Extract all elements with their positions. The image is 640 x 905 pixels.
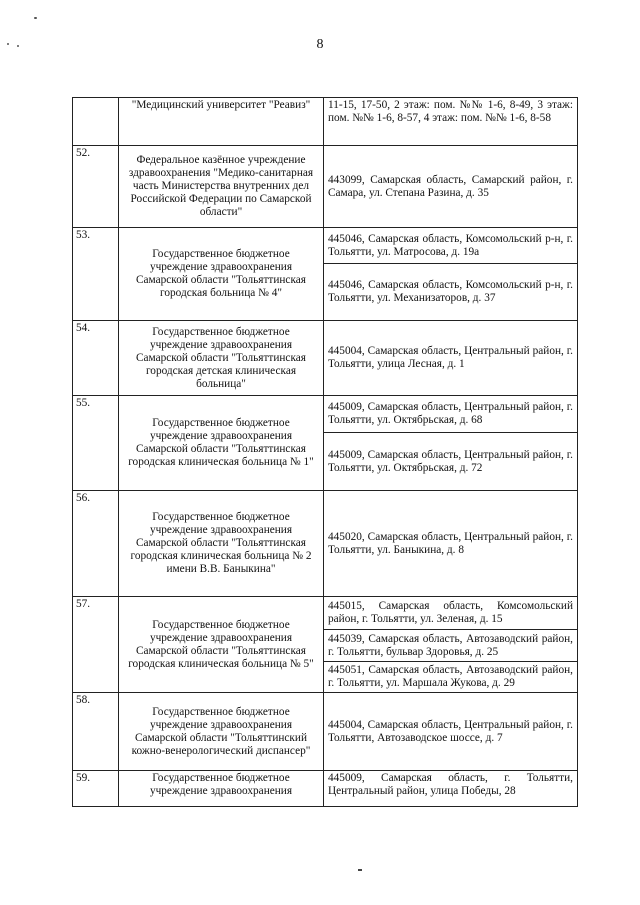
scan-speck (358, 869, 362, 871)
row-number: 57. (73, 597, 119, 693)
institution-address: 445046, Самарская область, Комсомольский р-н, г. Тольятти, ул. Механизаторов, д. 37 (324, 263, 577, 320)
institution-name: Государственное бюджетное учреждение здравоохранения Самарской области "Тольяттинская городская клиническая больница № 1" (119, 396, 324, 491)
institution-name: Государственное бюджетное учреждение здравоохранения Самарской области "Тольяттинская городская больница № 4" (119, 228, 324, 321)
row-number: 54. (73, 321, 119, 396)
institutions-table (72, 97, 578, 807)
table-row (73, 693, 578, 771)
table-row (73, 597, 578, 693)
institution-address: 445039, Самарская область, Автозаводский район, г. Тольятти, бульвар Здоровья, д. 25 (324, 629, 577, 661)
institution-addresses (324, 597, 578, 693)
table-row (73, 228, 578, 321)
row-number: 59. (73, 771, 119, 807)
institution-name: Государственное бюджетное учреждение здравоохранения (119, 771, 324, 807)
institution-address: 445009, Самарская область, Центральный район, г. Тольятти, ул. Октябрьская, д. 68 (328, 401, 573, 426)
institution-addresses (324, 396, 578, 491)
institution-name: Государственное бюджетное учреждение здравоохранения Самарской области "Тольяттинская городская клиническая больница № 5" (119, 597, 324, 693)
row-number: 53. (73, 228, 119, 321)
row-number: 52. (73, 146, 119, 228)
institution-address: 445015, Самарская область, Комсомольский район, г. Тольятти, ул. Зеленая, д. 15 (328, 600, 573, 625)
institution-address: 11-15, 17-50, 2 этаж: пом. №№ 1-6, 8-49, 3 этаж: пом. №№ 1-6, 8-57, 4 этаж: пом. №№ 1-6, 8-58 (324, 98, 578, 146)
institution-address: 445009, Самарская область, г. Тольятти, Центральный район, улица Победы, 28 (324, 771, 578, 807)
row-number: 55. (73, 396, 119, 491)
institution-name: Государственное бюджетное учреждение здравоохранения Самарской области "Тольяттинский кожно-венерологический диспансер" (119, 693, 324, 771)
institution-name: Федеральное казённое учреждение здравоохранения "Медико-санитарная часть Министерства внутренних дел Российской Федерации по Самарской области" (119, 146, 324, 228)
row-number: 58. (73, 693, 119, 771)
institution-address: 445020, Самарская область, Центральный район, г. Тольятти, ул. Баныкина, д. 8 (324, 491, 578, 597)
institution-address: 445004, Самарская область, Центральный район, г. Тольятти, улица Лесная, д. 1 (324, 321, 578, 396)
row-number (73, 98, 119, 146)
institution-address: 445004, Самарская область, Центральный район, г. Тольятти, Автозаводское шоссе, д. 7 (324, 693, 578, 771)
table-row (73, 98, 578, 146)
page-number: 8 (316, 37, 324, 52)
table-row (73, 771, 578, 807)
institution-name: Государственное бюджетное учреждение здравоохранения Самарской области "Тольяттинская городская клиническая больница № 2 имени В.В. Баныкина" (119, 491, 324, 597)
row-number: 56. (73, 491, 119, 597)
table-row (73, 396, 578, 491)
institution-name: Государственное бюджетное учреждение здравоохранения Самарской области "Тольяттинская городская детская клиническая больница" (119, 321, 324, 396)
table-row (73, 146, 578, 228)
institution-addresses (324, 228, 578, 321)
institution-address: 445046, Самарская область, Комсомольский р-н, г. Тольятти, ул. Матросова, д. 19а (328, 232, 573, 258)
institution-address: 445051, Самарская область, Автозаводский район, г. Тольятти, ул. Маршала Жукова, д. 29 (324, 661, 577, 692)
institution-name: "Медицинский университет "Реавиз" (119, 98, 324, 146)
institution-address: 443099, Самарская область, Самарский район, г. Самара, ул. Степана Разина, д. 35 (324, 146, 578, 228)
institution-address: 445009, Самарская область, Центральный район, г. Тольятти, ул. Октябрьская, д. 72 (324, 432, 577, 490)
table-row (73, 321, 578, 396)
table-row (73, 491, 578, 597)
